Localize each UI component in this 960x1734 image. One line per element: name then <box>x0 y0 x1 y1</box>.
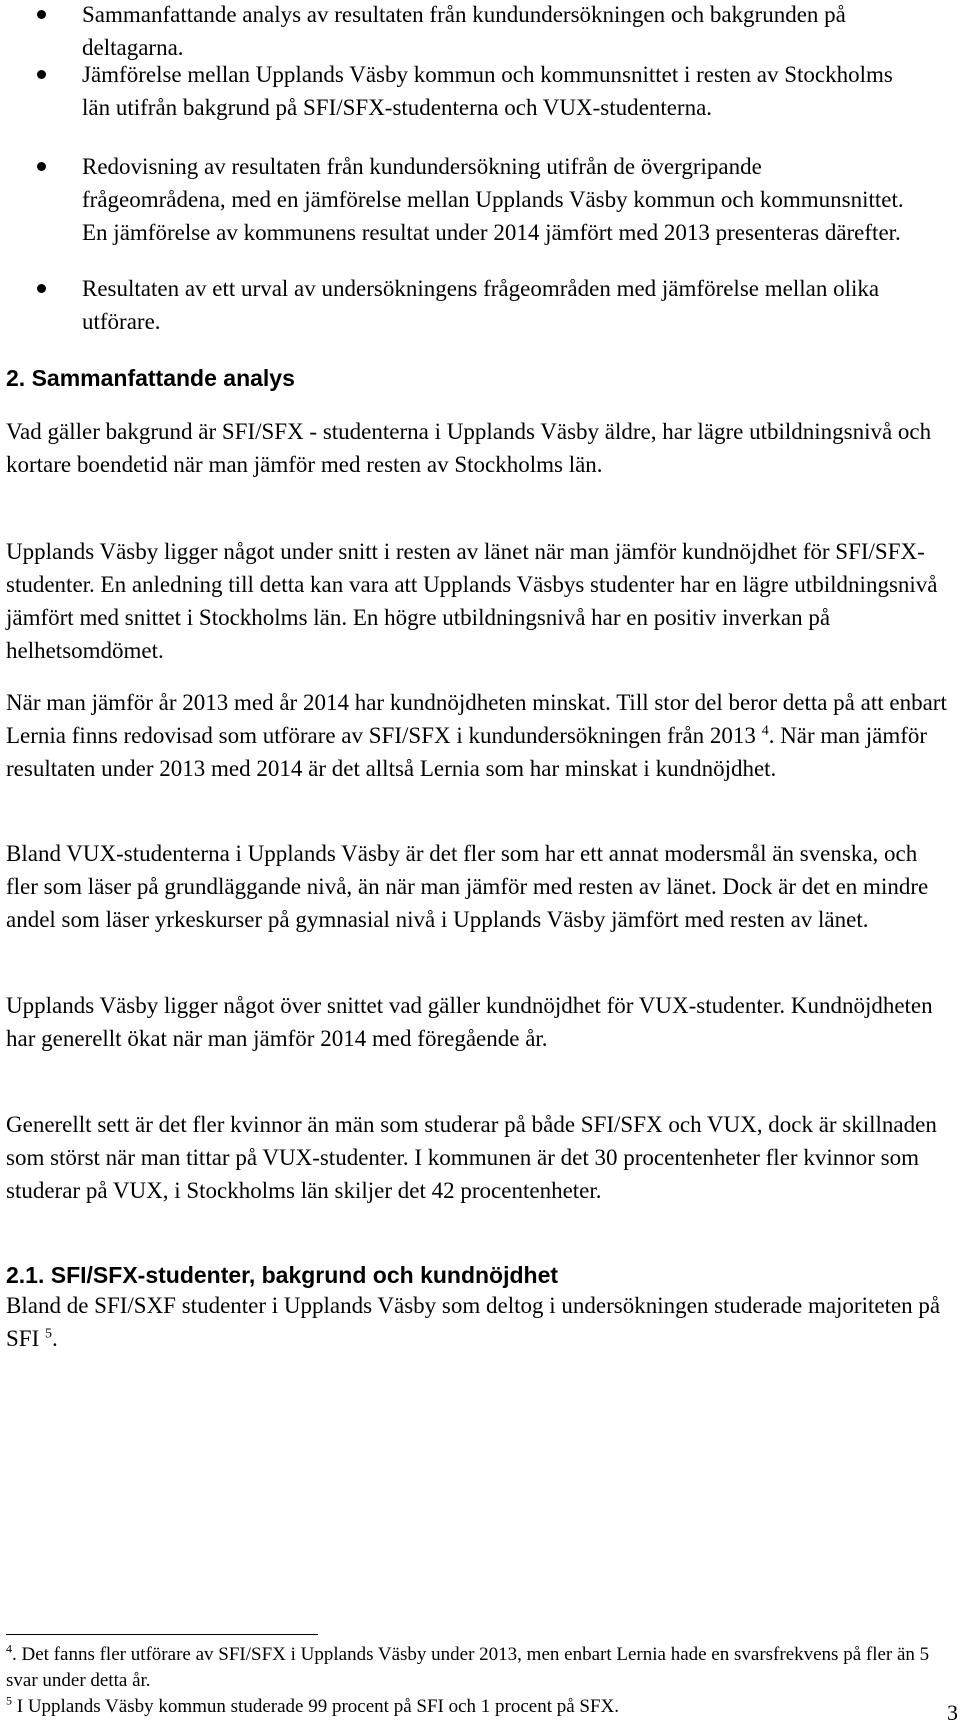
bullet-item <box>0 272 960 338</box>
paragraph: Bland VUX-studenterna i Upplands Väsby är det fler som har ett annat modersmål än svenska, och fler som läser på grundläggande nivå, än när man jämför med resten av länet. Dock är det en mindre andel som läser yrkeskurser på gymnasial nivå i Upplands Väsby jämfört med resten av länet. <box>6 841 929 932</box>
bullet-dot-icon <box>37 10 46 19</box>
section-heading: 2. Sammanfattande analys <box>6 365 295 391</box>
paragraph <box>6 686 954 785</box>
paragraph: Upplands Väsby ligger något över snittet vad gäller kundnöjdhet för VUX-studenter. Kundnöjdheten har generellt ökat när man jämför 2014 med föregående år. <box>6 993 933 1051</box>
bullet-text: Jämförelse mellan Upplands Väsby kommun och kommunsnittet i resten av Stockholms län utifrån bakgrund på SFI/SFX-studenterna och VUX-studenterna. <box>82 62 893 120</box>
bullet-text: Redovisning av resultaten från kundundersökning utifrån de övergripande frågeområdena, med en jämförelse mellan Upplands Väsby kommun och kommunsnittet. En jämförelse av kommunens resultat under 2014 jämfört med 2013 presenteras därefter. <box>82 154 904 245</box>
bullet-item <box>0 0 960 64</box>
subsection-heading: 2.1. SFI/SFX-studenter, bakgrund och kundnöjdhet <box>6 1262 559 1288</box>
footnote <box>6 1694 954 1720</box>
footnote-ref: 4 <box>761 723 769 739</box>
bullet-item <box>0 150 960 249</box>
bullet-dot-icon <box>37 162 46 171</box>
paragraph-text: . <box>52 1326 58 1351</box>
footnote-text: I Upplands Väsby kommun studerade 99 procent på SFI och 1 procent på SFX. <box>12 1696 620 1717</box>
page-number: 3 <box>947 1700 958 1725</box>
bullet-text: Resultaten av ett urval av undersökningens frågeområden med jämförelse mellan olika utförare. <box>82 276 880 334</box>
bullet-item <box>0 58 960 124</box>
paragraph <box>6 1289 954 1355</box>
footnote-ref: 5 <box>45 1326 52 1342</box>
bullet-dot-icon <box>37 284 46 293</box>
bullet-text: Sammanfattande analys av resultaten från kundundersökningen och bakgrunden på deltagarna. <box>82 2 846 60</box>
footnote-divider <box>6 1634 318 1635</box>
paragraph: Vad gäller bakgrund är SFI/SFX - studenterna i Upplands Väsby äldre, har lägre utbildningsnivå och kortare boendetid när man jämför med resten av Stockholms län. <box>6 419 932 477</box>
footnote-mark: 4 <box>6 1641 12 1656</box>
paragraph-text: Bland de SFI/SXF studenter i Upplands Väsby som deltog i undersökningen studerade majoriteten på SFI <box>6 1293 941 1351</box>
footnote-mark: 5 <box>6 1693 12 1708</box>
footnote <box>6 1642 954 1694</box>
bullet-dot-icon <box>37 70 46 79</box>
footnote-text: . Det fanns fler utförare av SFI/SFX i Upplands Väsby under 2013, men enbart Lernia hade en svarsfrekvens på fler än 5 svar under detta år. <box>6 1644 930 1691</box>
paragraph: Upplands Väsby ligger något under snitt i resten av länet när man jämför kundnöjdhet för SFI/SFX-studenter. En anledning till detta kan vara att Upplands Väsbys studenter har en lägre utbildningsnivå jämfört med snittet i Stockholms län. En högre utbildningsnivå har en positiv inverkan på helhetsomdömet. <box>6 539 938 663</box>
paragraph-text: När man jämför år 2013 med år 2014 har kundnöjdheten minskat. Till stor del beror detta på att enbart Lernia finns redovisad som utförare av SFI/SFX i kundundersökningen från 2013 <box>6 690 947 748</box>
paragraph-text: . När man jämför resultaten under 2013 med 2014 är det alltså Lernia som har minskat i kundnöjdhet. <box>6 723 928 781</box>
paragraph: Generellt sett är det fler kvinnor än män som studerar på både SFI/SFX och VUX, dock är skillnaden som störst när man tittar på VUX-studenter. I kommunen är det 30 procentenheter fler kvinnor som studerar på VUX, i Stockholms län skiljer det 42 procentenheter. <box>6 1112 937 1203</box>
